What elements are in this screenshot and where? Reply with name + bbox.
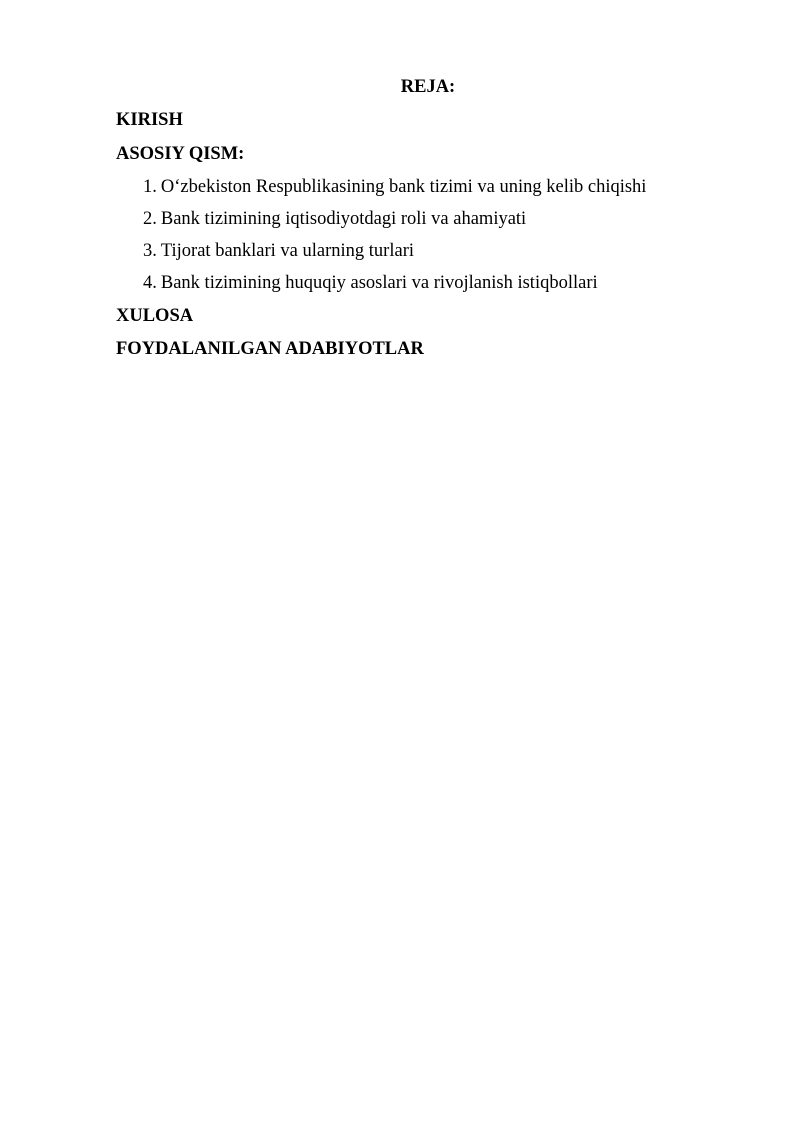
references-heading: FOYDALANILGAN ADABIYOTLAR [116, 339, 424, 359]
plan-item-4 [143, 272, 598, 294]
plan-item-3 [143, 240, 414, 262]
plan-item-number: 1. [143, 177, 157, 197]
conclusion-heading: XULOSA [116, 306, 194, 326]
intro-heading: KIRISH [116, 110, 183, 130]
plan-item-text: Bank tizimining iqtisodiyotdagi roli va ahamiyati [160, 209, 527, 229]
plan-item-number: 4. [143, 273, 157, 293]
plan-item-number: 2. [143, 209, 157, 229]
plan-item-text: Bank tizimining huquqiy asoslari va rivojlanish istiqbollari [160, 273, 598, 293]
plan-item-2 [143, 208, 526, 230]
plan-item-1 [143, 176, 646, 198]
plan-title: REJA: [400, 77, 456, 97]
plan-item-text: O‘zbekiston Respublikasining bank tizimi va uning kelib chiqishi [160, 177, 647, 197]
plan-item-text: Tijorat banklari va ularning turlari [160, 241, 414, 261]
main-part-heading: ASOSIY QISM: [116, 144, 245, 164]
plan-item-number: 3. [143, 241, 157, 261]
